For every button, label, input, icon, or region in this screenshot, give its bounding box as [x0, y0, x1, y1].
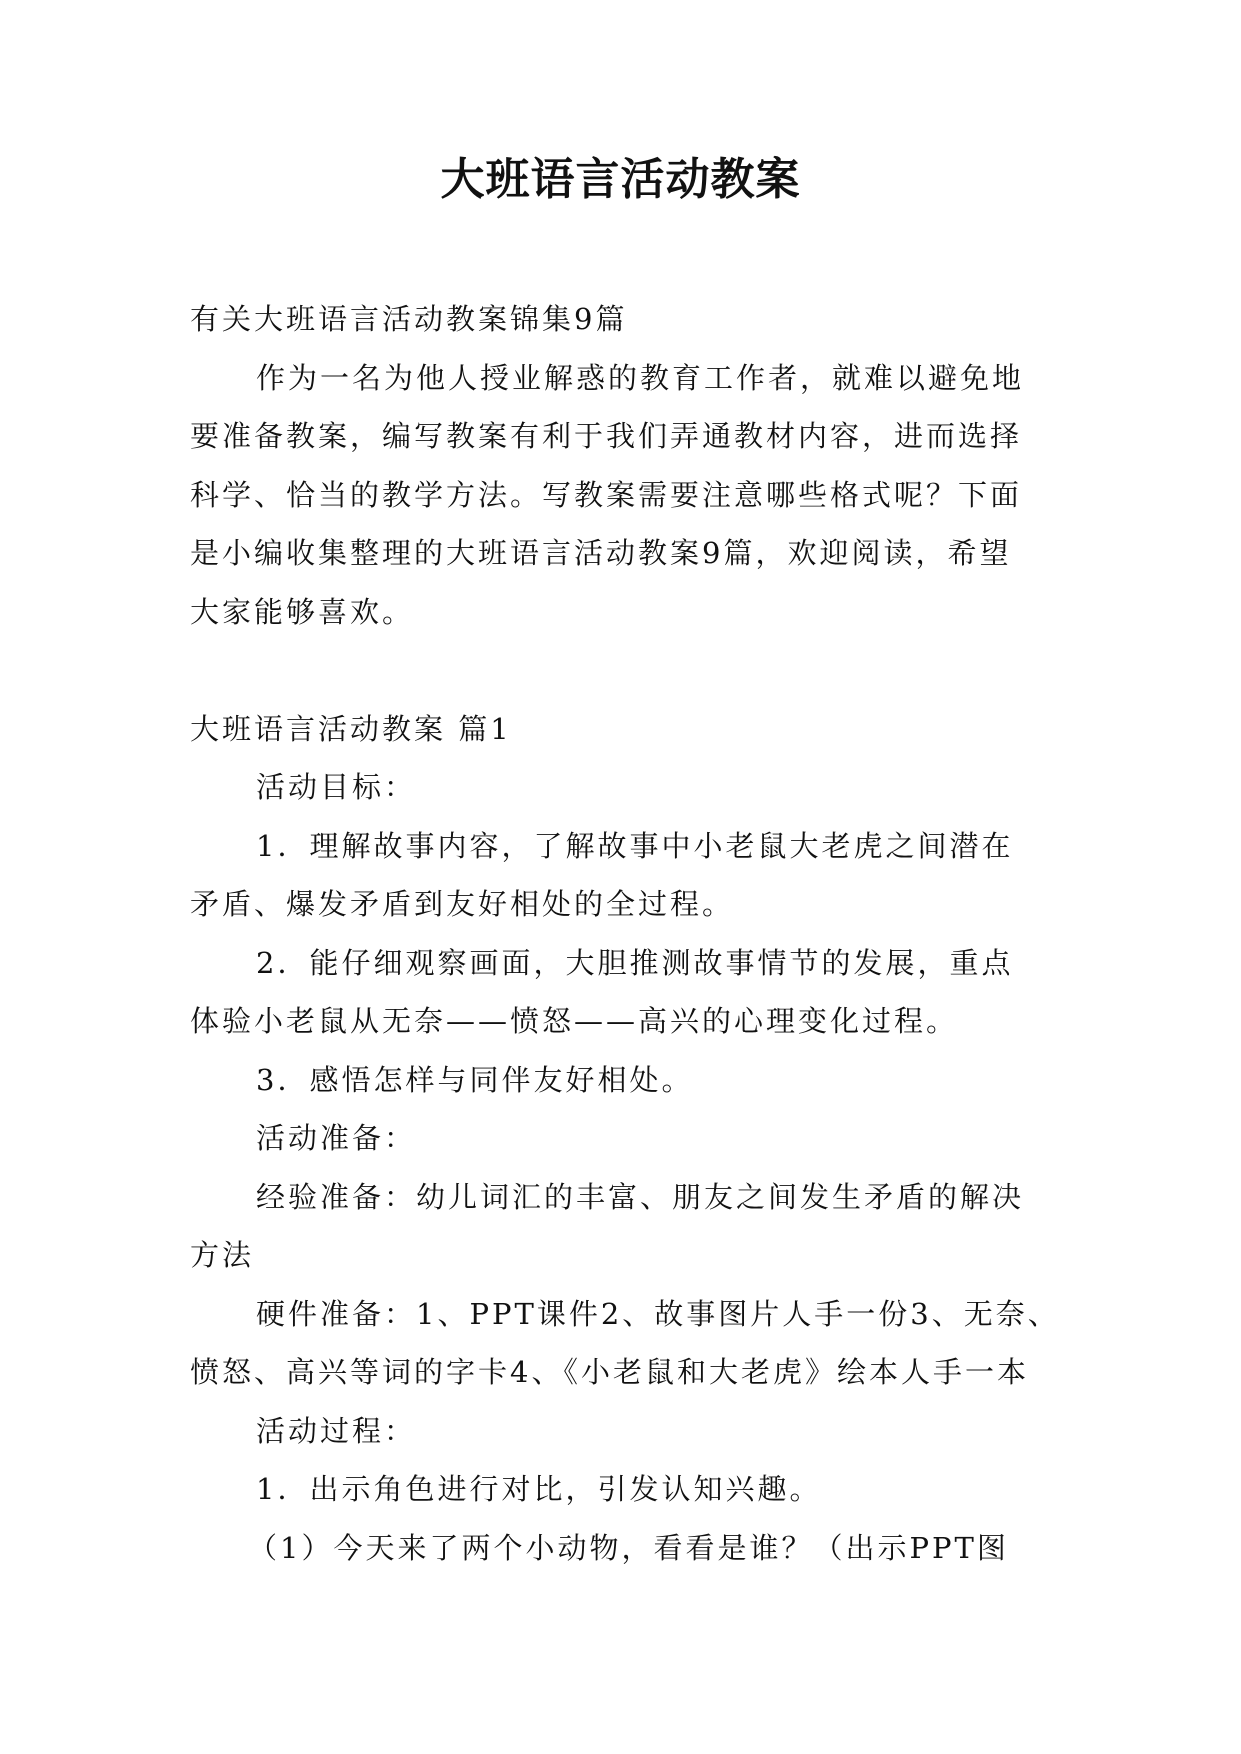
document-title: 大班语言活动教案: [440, 154, 801, 205]
paragraph-line: 作为一名为他人授业解惑的教育工作者，就难以避免地: [256, 360, 1025, 395]
paragraph-line: 2．能仔细观察画面，大胆推测故事情节的发展，重点: [256, 945, 1014, 980]
subheading-preparation: 活动准备：: [256, 1121, 417, 1155]
intro-heading: 有关大班语言活动教案锦集9篇: [190, 302, 628, 336]
paragraph-line: 矛盾、爆发矛盾到友好相处的全过程。: [190, 887, 735, 921]
paragraph-line: 愤怒、高兴等词的字卡4、《小老鼠和大老虎》绘本人手一本: [190, 1355, 1029, 1389]
subheading-process: 活动过程：: [256, 1413, 417, 1448]
paragraph-line: 3．感悟怎样与同伴友好相处。: [256, 1062, 694, 1097]
paragraph-line: 科学、恰当的教学方法。写教案需要注意哪些格式呢？下面: [190, 477, 1023, 512]
paragraph-line: 硬件准备：1、PPT课件2、故事图片人手一份3、无奈、: [256, 1296, 1060, 1331]
paragraph-line: 要准备教案，编写教案有利于我们弄通教材内容，进而选择: [190, 419, 1023, 453]
section-heading: 大班语言活动教案 篇1: [190, 711, 512, 746]
subheading-objectives: 活动目标：: [256, 770, 417, 804]
paragraph-line: （1）今天来了两个小动物，看看是谁？（出示PPT图: [248, 1530, 1009, 1565]
paragraph-gap: [190, 641, 1060, 700]
paragraph-line: 体验小老鼠从无奈——愤怒——高兴的心理变化过程。: [190, 1004, 959, 1038]
paragraph-line: 经验准备：幼儿词汇的丰富、朋友之间发生矛盾的解决: [256, 1179, 1025, 1214]
paragraph-line: 方法: [190, 1238, 255, 1272]
paragraph-line: 是小编收集整理的大班语言活动教案9篇，欢迎阅读，希望: [190, 536, 1012, 570]
paragraph-line: 大家能够喜欢。: [190, 594, 415, 629]
paragraph-line: 1．出示角色进行对比，引发认知兴趣。: [256, 1472, 822, 1506]
document-body: [190, 290, 1060, 1577]
paragraph-line: 1．理解故事内容，了解故事中小老鼠大老虎之间潜在: [256, 828, 1014, 863]
